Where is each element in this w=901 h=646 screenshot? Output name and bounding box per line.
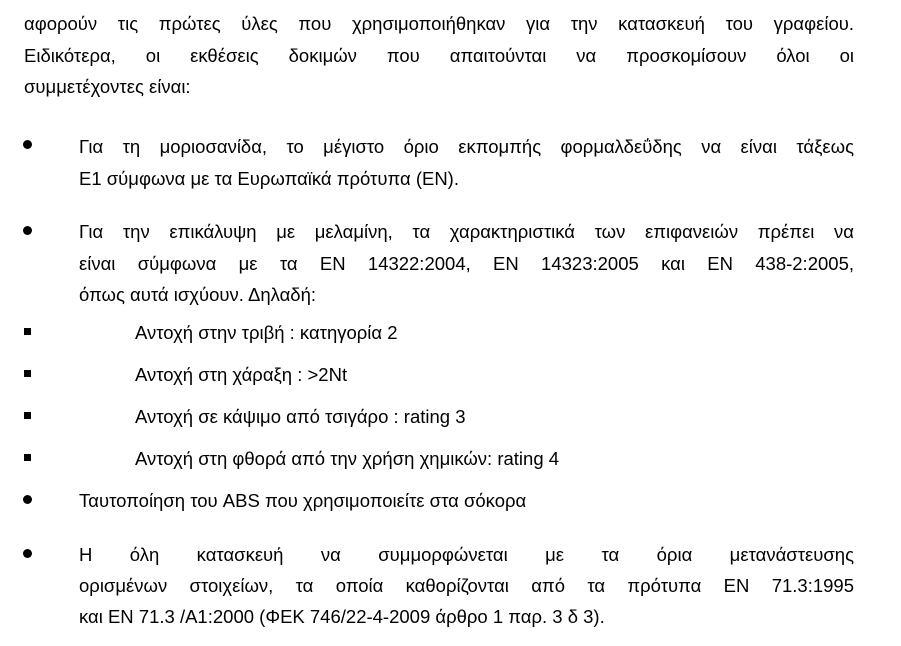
intro-line-2: Ειδικότερα, οι εκθέσεις δοκιμών που απαιτούνται να προσκομίσουν όλοι οι <box>24 45 854 66</box>
square-bullet-icon <box>24 454 31 461</box>
bullet-1-line-2: Ε1 σύμφωνα με τα Ευρωπαϊκά πρότυπα (ΕΝ). <box>79 168 459 189</box>
bullet-1-line-1: Για τη μοριοσανίδα, το μέγιστο όριο εκπομπής φορμαλδεΰδης να είναι τάξεως <box>79 136 854 157</box>
bullet-dot-icon <box>23 140 32 149</box>
sub-item-4: Αντοχή στη φθορά από την χρήση χημικών: rating 4 <box>135 448 560 469</box>
square-bullet-icon <box>24 412 31 419</box>
sub-item-2: Αντοχή στη χάραξη : >2Nt <box>135 364 348 385</box>
sub-item-3: Αντοχή σε κάψιμο από τσιγάρο : rating 3 <box>135 406 466 427</box>
bullet-dot-icon <box>23 549 32 558</box>
bullet-3-line-1: Ταυτοποίηση του ABS που χρησιμοποιείτε στα σόκορα <box>79 490 527 511</box>
square-bullet-icon <box>24 328 31 335</box>
bullet-4-line-2: ορισμένων στοιχείων, τα οποία καθορίζονται από τα πρότυπα ΕΝ 71.3:1995 <box>79 575 854 596</box>
sub-item-1: Αντοχή στην τριβή : κατηγορία 2 <box>135 322 398 343</box>
bullet-2-line-1: Για την επικάλυψη με μελαμίνη, τα χαρακτηριστικά των επιφανειών πρέπει να <box>79 221 854 242</box>
bullet-4-line-3: και ΕΝ 71.3 /Α1:2000 (ΦΕΚ 746/22-4-2009 άρθρο 1 παρ. 3 δ 3). <box>79 606 605 627</box>
bullet-dot-icon <box>23 495 32 504</box>
bullet-2-line-3: όπως αυτά ισχύουν. Δηλαδή: <box>79 284 317 305</box>
bullet-4-line-1: Η όλη κατασκευή να συμμορφώνεται με τα όρια μετανάστευσης <box>79 544 854 565</box>
square-bullet-icon <box>24 370 31 377</box>
bullet-dot-icon <box>23 226 32 235</box>
bullet-2-line-2: είναι σύμφωνα με τα ΕΝ 14322:2004, ΕΝ 14323:2005 και ΕΝ 438-2:2005, <box>79 253 854 274</box>
intro-line-1: αφορούν τις πρώτες ύλες που χρησιμοποιήθηκαν για την κατασκευή του γραφείου. <box>24 13 854 34</box>
intro-line-3: συμμετέχοντες είναι: <box>24 76 191 97</box>
